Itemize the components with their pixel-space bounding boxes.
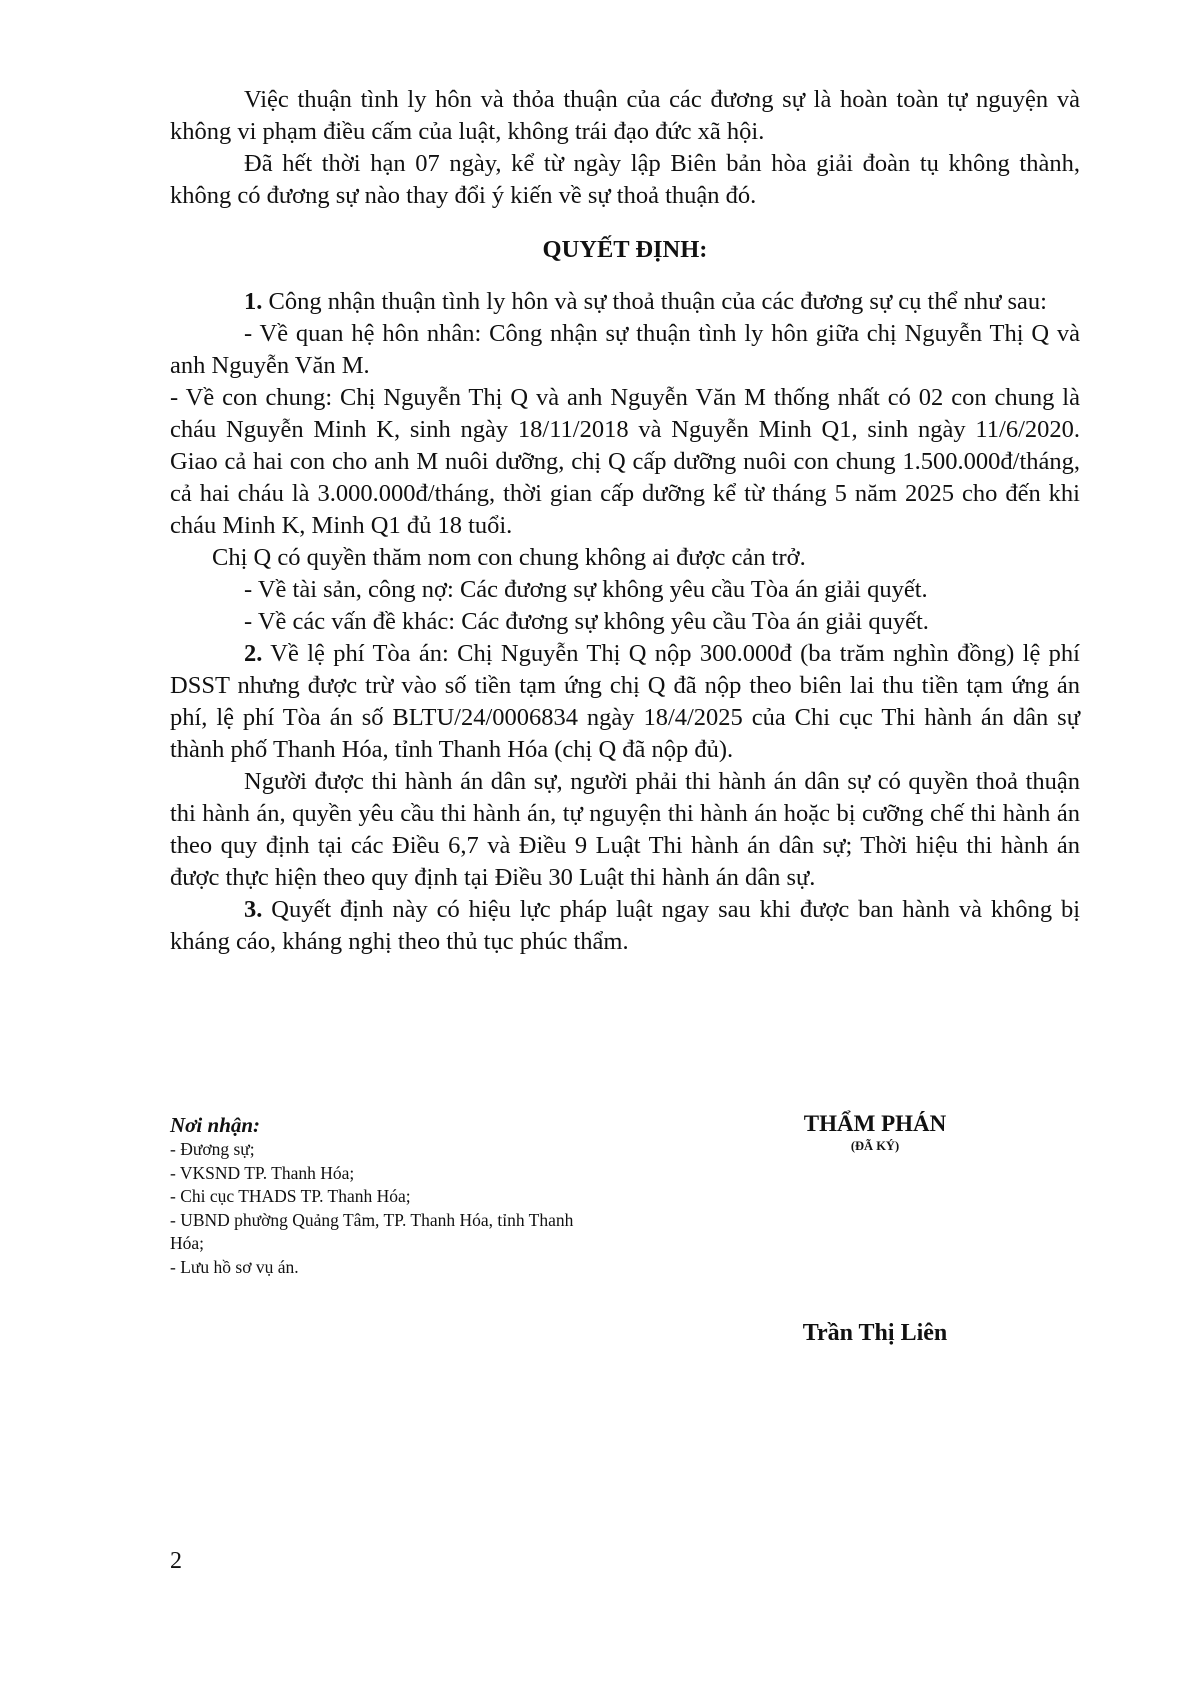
page-number: 2 — [170, 1548, 182, 1574]
decision-item-1-number: 1. — [244, 288, 263, 315]
paragraph-time-limit: Đã hết thời hạn 07 ngày, kể từ ngày lập Biên bản hòa giải đoàn tụ không thành, không có đương sự nào thay đổi ý kiến về sự thoả thuận đó. — [170, 150, 1080, 209]
children-clause: - Về con chung: Chị Nguyễn Thị Q và anh Nguyễn Văn M thống nhất có 02 con chung là cháu Nguyễn Minh K, sinh ngày 18/11/2018 và Nguyễn Minh Q1, sinh ngày 11/6/2020. Giao cả hai con cho anh M nuôi dưỡng, chị Q cấp dưỡng nuôi con chung 1.500.000đ/tháng, cả hai cháu là 3.000.000đ/tháng, thời gian cấp dưỡng kể từ tháng 5 năm 2025 cho đến khi cháu Minh K, Minh Q1 đủ 18 tuổi. — [170, 384, 1080, 539]
signed-note: (ĐÃ KÝ) — [850, 1139, 900, 1153]
signature-block — [770, 1110, 980, 1154]
decision-item-2-number: 2. — [244, 640, 263, 667]
decision-item-3 — [170, 894, 1080, 958]
paragraph-voluntary: Việc thuận tình ly hôn và thỏa thuận của các đương sự là hoàn toàn tự nguyện và không vi phạm điều cấm của luật, không trái đạo đức xã hội. — [170, 86, 1080, 145]
document-body — [170, 84, 1080, 958]
recipient-item: - Chi cục THADS TP. Thanh Hóa; — [170, 1186, 411, 1206]
recipient-item: - VKSND TP. Thanh Hóa; — [170, 1162, 355, 1183]
recipients-list — [170, 1138, 610, 1279]
recipients-title: Nơi nhận: — [170, 1113, 261, 1137]
property-clause: - Về tài sản, công nợ: Các đương sự không yêu cầu Tòa án giải quyết. — [244, 576, 928, 603]
recipients-block — [170, 1112, 610, 1279]
recipient-item: - UBND phường Quảng Tâm, TP. Thanh Hóa, tỉnh Thanh Hóa; — [170, 1209, 574, 1253]
decision-item-1-text: Công nhận thuận tình ly hôn và sự thoả thuận của các đương sự cụ thể như sau: — [262, 288, 1047, 315]
decision-item-2 — [170, 638, 1080, 766]
judge-name: Trần Thị Liên — [802, 1320, 948, 1346]
other-matters-clause: - Về các vấn đề khác: Các đương sự không yêu cầu Tòa án giải quyết. — [244, 608, 929, 635]
decision-item-3-text: Quyết định này có hiệu lực pháp luật ngay sau khi được ban hành và không bị kháng cáo, kháng nghị theo thủ tục phúc thẩm. — [170, 896, 1080, 955]
marriage-clause: - Về quan hệ hôn nhân: Công nhận sự thuận tình ly hôn giữa chị Nguyễn Thị Q và anh Nguyễn Văn M. — [170, 320, 1080, 379]
judge-title: THẨM PHÁN — [803, 1111, 947, 1136]
recipient-item: - Lưu hồ sơ vụ án. — [170, 1256, 299, 1277]
recipient-item: - Đương sự; — [170, 1139, 255, 1159]
decision-item-2-text: Về lệ phí Tòa án: Chị Nguyễn Thị Q nộp 300.000đ (ba trăm nghìn đồng) lệ phí DSST nhưng được trừ vào số tiền tạm ứng chị Q đã nộp theo biên lai thu tiền tạm ứng án phí, lệ phí Tòa án số BLTU/24/0006834 ngày 18/4/2025 của Chi cục Thi hành án dân sự thành phố Thanh Hóa, tỉnh Thanh Hóa (chị Q đã nộp đủ). — [170, 640, 1080, 763]
enforcement-clause: Người được thi hành án dân sự, người phải thi hành án dân sự có quyền thoả thuận thi hành án, quyền yêu cầu thi hành án, tự nguyện thi hành án hoặc bị cưỡng chế thi hành án theo quy định tại các Điều 6,7 và Điều 9 Luật Thi hành án dân sự; Thời hiệu thi hành án được thực hiện theo quy định tại Điều 30 Luật thi hành án dân sự. — [170, 768, 1080, 891]
decision-item-3-number: 3. — [244, 896, 263, 923]
decision-item-1 — [170, 286, 1080, 318]
decision-heading: QUYẾT ĐỊNH: — [542, 236, 708, 263]
visitation-clause: Chị Q có quyền thăm nom con chung không ai được cản trở. — [212, 544, 806, 571]
